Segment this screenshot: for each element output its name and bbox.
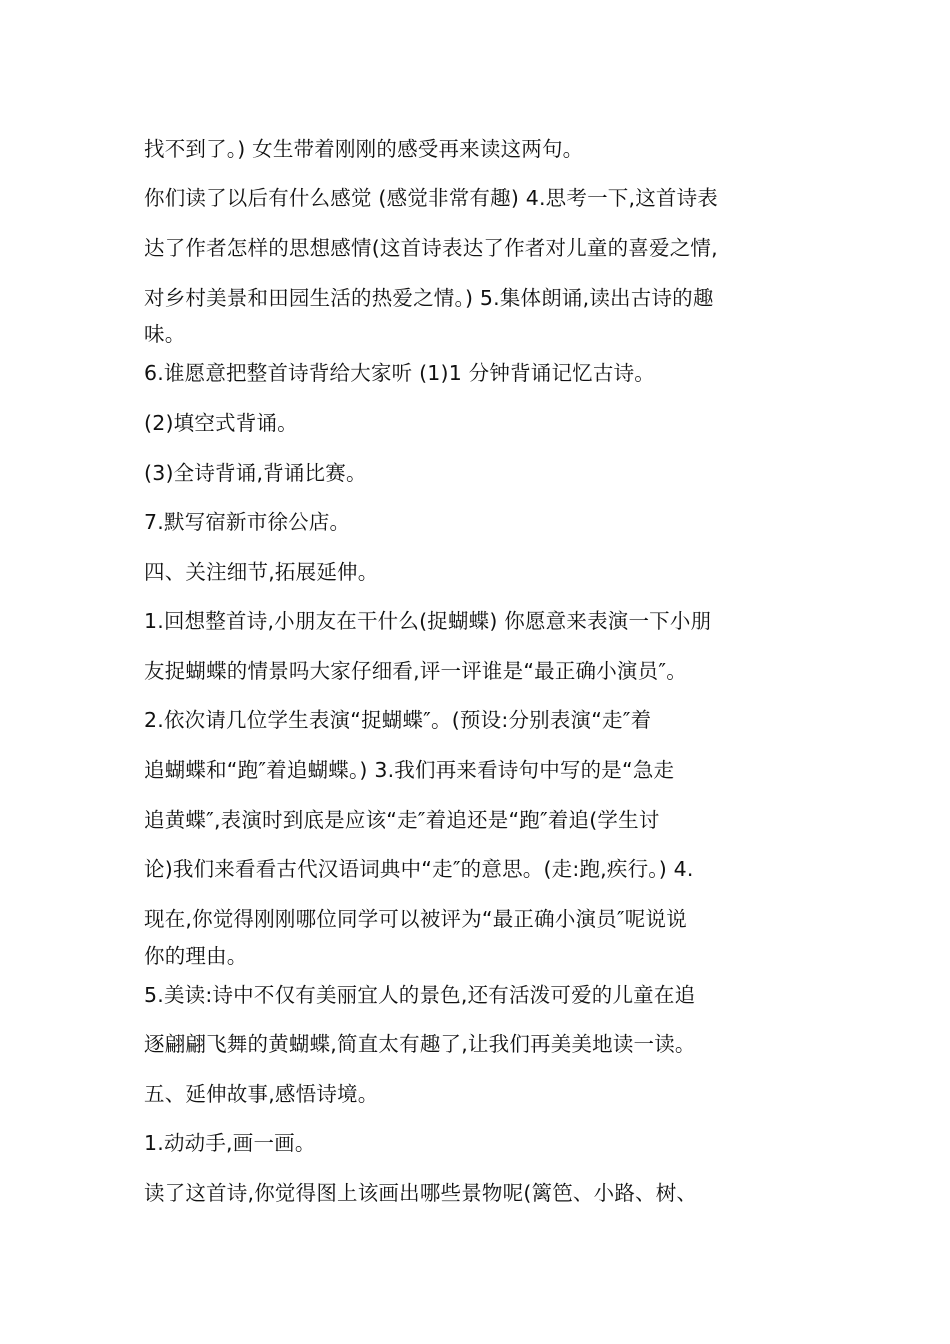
text-line-14: 追蝴蝶和“跑″着追蝴蝶。) 3.我们再来看诗句中写的是“急走 xyxy=(144,758,675,782)
text-line-19: 5.美读:诗中不仅有美丽宜人的景色,还有活泼可爱的儿童在追 xyxy=(144,983,696,1007)
text-line-13: 2.依次请几位学生表演“捉蝴蝶″。(预设:分别表演“走″着 xyxy=(144,708,652,732)
text-line-5: 味。 xyxy=(144,322,186,346)
text-line-11: 1.回想整首诗,小朋友在干什么(捉蝴蝶) 你愿意来表演一下小朋 xyxy=(144,609,712,633)
text-line-16: 论)我们来看看古代汉语词典中“走″的意思。(走:跑,疾行。) 4. xyxy=(144,857,694,881)
text-line-9: 7.默写宿新市徐公店。 xyxy=(144,510,351,534)
text-line-15: 追黄蝶″,表演时到底是应该“走″着追还是“跑″着追(学生讨 xyxy=(144,808,660,832)
text-line-17: 现在,你觉得刚刚哪位同学可以被评为“最正确小演员″呢说说 xyxy=(144,907,687,931)
text-line-1: 找不到了。) 女生带着刚刚的感受再来读这两句。 xyxy=(144,137,584,161)
text-line-7: (2)填空式背诵。 xyxy=(144,411,298,435)
text-line-12: 友捉蝴蝶的情景吗大家仔细看,评一评谁是“最正确小演员″。 xyxy=(144,659,687,683)
text-line-6: 6.谁愿意把整首诗背给大家听 (1)1 分钟背诵记忆古诗。 xyxy=(144,361,655,385)
text-line-20: 逐翩翩飞舞的黄蝴蝶,简直太有趣了,让我们再美美地读一读。 xyxy=(144,1032,696,1056)
text-line-3: 达了作者怎样的思想感情(这首诗表达了作者对儿童的喜爱之情, xyxy=(144,236,718,260)
text-line-22: 1.动动手,画一画。 xyxy=(144,1131,316,1155)
text-line-2: 你们读了以后有什么感觉 (感觉非常有趣) 4.思考一下,这首诗表 xyxy=(144,186,719,210)
text-line-8: (3)全诗背诵,背诵比赛。 xyxy=(144,461,367,485)
text-line-18: 你的理由。 xyxy=(144,944,248,968)
text-line-10: 四、关注细节,拓展延伸。 xyxy=(144,560,379,584)
text-line-23: 读了这首诗,你觉得图上该画出哪些景物呢(篱笆、小路、树、 xyxy=(144,1181,698,1205)
text-line-4: 对乡村美景和田园生活的热爱之情。) 5.集体朗诵,读出古诗的趣 xyxy=(144,286,714,310)
text-line-21: 五、延伸故事,感悟诗境。 xyxy=(144,1082,379,1106)
